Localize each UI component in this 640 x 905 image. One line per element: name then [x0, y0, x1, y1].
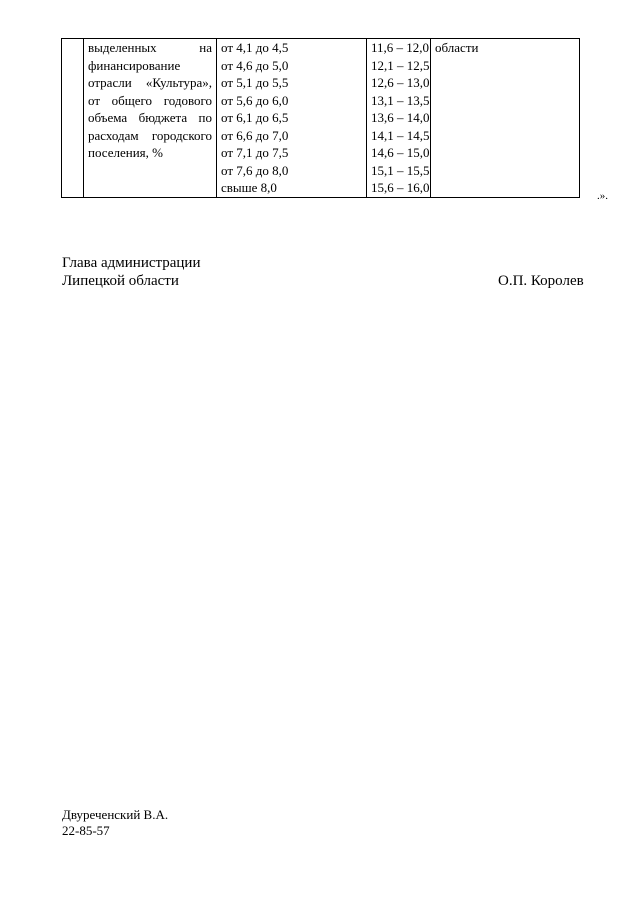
range-value: от 5,6 до 6,0: [221, 92, 289, 108]
signature-position-line: Липецкой области: [62, 273, 179, 289]
range-value: от 6,6 до 7,0: [221, 127, 289, 143]
points-value: 14,6 – 15,0: [371, 145, 430, 160]
points-value: 15,6 – 16,0: [371, 180, 430, 195]
executor-info: [62, 807, 168, 839]
range-value: от 5,1 до 5,5: [221, 75, 289, 90]
source-cell: области: [431, 39, 580, 198]
range-value: от 7,6 до 8,0: [221, 162, 289, 178]
signature-position-line: Глава администрации: [62, 255, 201, 271]
points-value: 12,6 – 13,0: [371, 75, 430, 90]
signature-position: [62, 254, 200, 290]
executor-phone: 22-85-57: [62, 823, 110, 838]
points-value: 13,1 – 13,5: [371, 92, 430, 108]
range-value: от 4,1 до 4,5: [221, 40, 289, 55]
range-value: свыше 8,0: [221, 180, 277, 195]
range-value: от 4,6 до 5,0: [221, 57, 289, 73]
points-value: 11,6 – 12,0: [371, 40, 430, 55]
range-value: от 7,1 до 7,5: [221, 145, 289, 160]
executor-name: Двуреченский В.А.: [62, 807, 169, 822]
points-value: 12,1 – 12,5: [371, 57, 430, 73]
points-cell: [367, 39, 431, 198]
indicator-table: [61, 38, 580, 198]
range-cell: [217, 39, 367, 198]
points-value: 13,6 – 14,0: [371, 110, 430, 125]
indicator-text: выделенных на финансирование отрасли «Культура», от общего годового объема бюджета по расходам городского поселения, %: [88, 40, 212, 160]
points-value: 15,1 – 15,5: [371, 162, 430, 178]
indicator-cell: [84, 39, 217, 198]
closing-quote-mark: .».: [597, 190, 608, 202]
points-value: 14,1 – 14,5: [371, 127, 430, 143]
table-row: [62, 39, 580, 198]
row-number-cell: [62, 39, 84, 198]
signature-name: О.П. Королев: [498, 273, 584, 289]
range-value: от 6,1 до 6,5: [221, 110, 289, 125]
